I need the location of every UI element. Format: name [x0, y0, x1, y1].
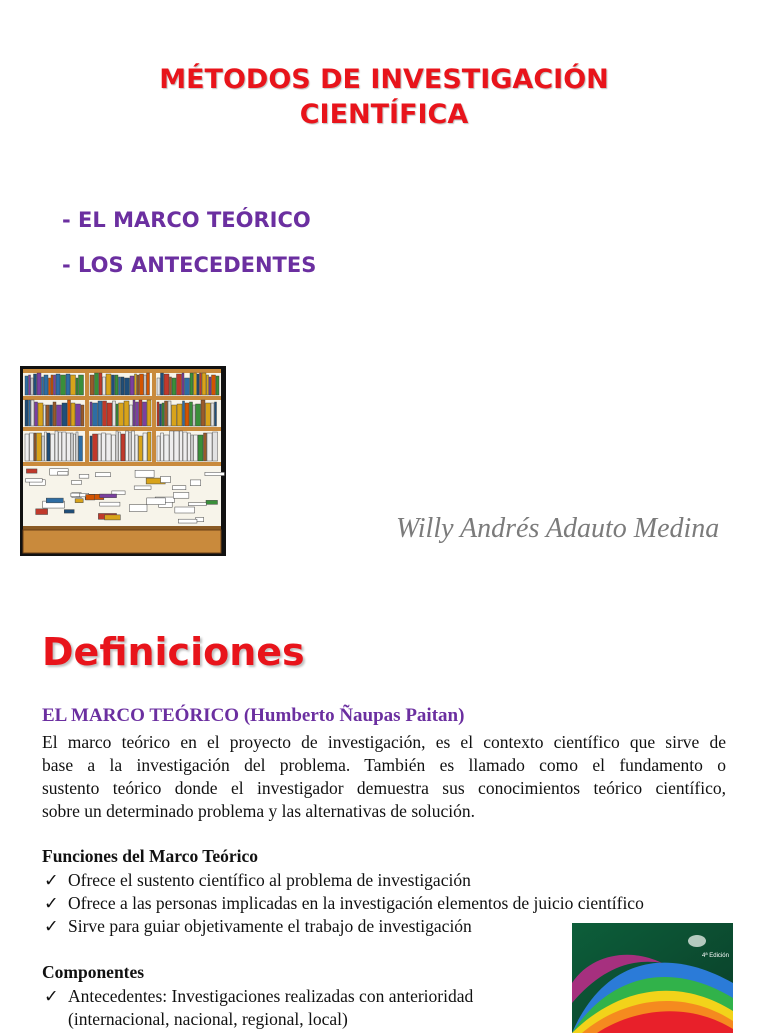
slide-definitions	[0, 600, 768, 1029]
bullet-marco-teorico: - EL MARCO TEÓRICO	[62, 208, 311, 232]
check-icon: ✓	[44, 986, 59, 1006]
title-line-1: MÉTODOS DE INVESTIGACIÓN	[159, 64, 609, 95]
author-name: Willy Andrés Adauto Medina	[396, 513, 720, 544]
paragraph-line: sobre un determinado problema y las alternativas de solución.	[42, 801, 475, 821]
paragraph-line: El marco teórico en el proyecto de investigación, es el contexto científico que sirve de	[42, 732, 726, 752]
list-item-continuation: (internacional, nacional, regional, local)	[68, 1009, 348, 1029]
list-item	[44, 892, 644, 915]
marco-teorico-subheading: EL MARCO TEÓRICO (Humberto Ñaupas Paitan)	[42, 705, 465, 726]
list-item-text: Sirve para guiar objetivamente el trabajo de investigación	[68, 916, 472, 936]
list-item-text: Ofrece a las personas implicadas en la investigación elementos de juicio científico	[68, 893, 644, 913]
componentes-list	[44, 985, 473, 1031]
title-line-2: CIENTÍFICA	[299, 99, 469, 130]
componentes-heading: Componentes	[42, 962, 145, 982]
check-icon: ✓	[44, 870, 59, 890]
list-item-text: Ofrece el sustento científico al problema de investigación	[68, 870, 471, 890]
check-icon: ✓	[44, 893, 59, 913]
list-item-text: Antecedentes: Investigaciones realizadas con anterioridad	[68, 986, 474, 1006]
funciones-list	[44, 869, 644, 938]
book-edition-label: 4ª Edición	[702, 953, 729, 959]
check-icon: ✓	[44, 916, 59, 936]
list-item	[44, 915, 644, 938]
definitions-heading: Definiciones	[42, 630, 305, 674]
list-item	[44, 869, 644, 892]
definition-paragraph	[42, 731, 726, 823]
book-cover-image	[572, 923, 733, 1033]
bullet-antecedentes: - LOS ANTECEDENTES	[62, 253, 317, 277]
slide-title-heading	[0, 62, 768, 132]
paragraph-line: base a la investigación del problema. También es llamado como el fundamento o	[42, 755, 726, 775]
bookshelf-illustration	[20, 366, 226, 556]
paragraph-line: sustento teórico donde el investigador demuestra sus conocimientos teórico científico,	[42, 778, 726, 798]
funciones-heading: Funciones del Marco Teórico	[42, 846, 258, 866]
list-item	[44, 985, 473, 1008]
